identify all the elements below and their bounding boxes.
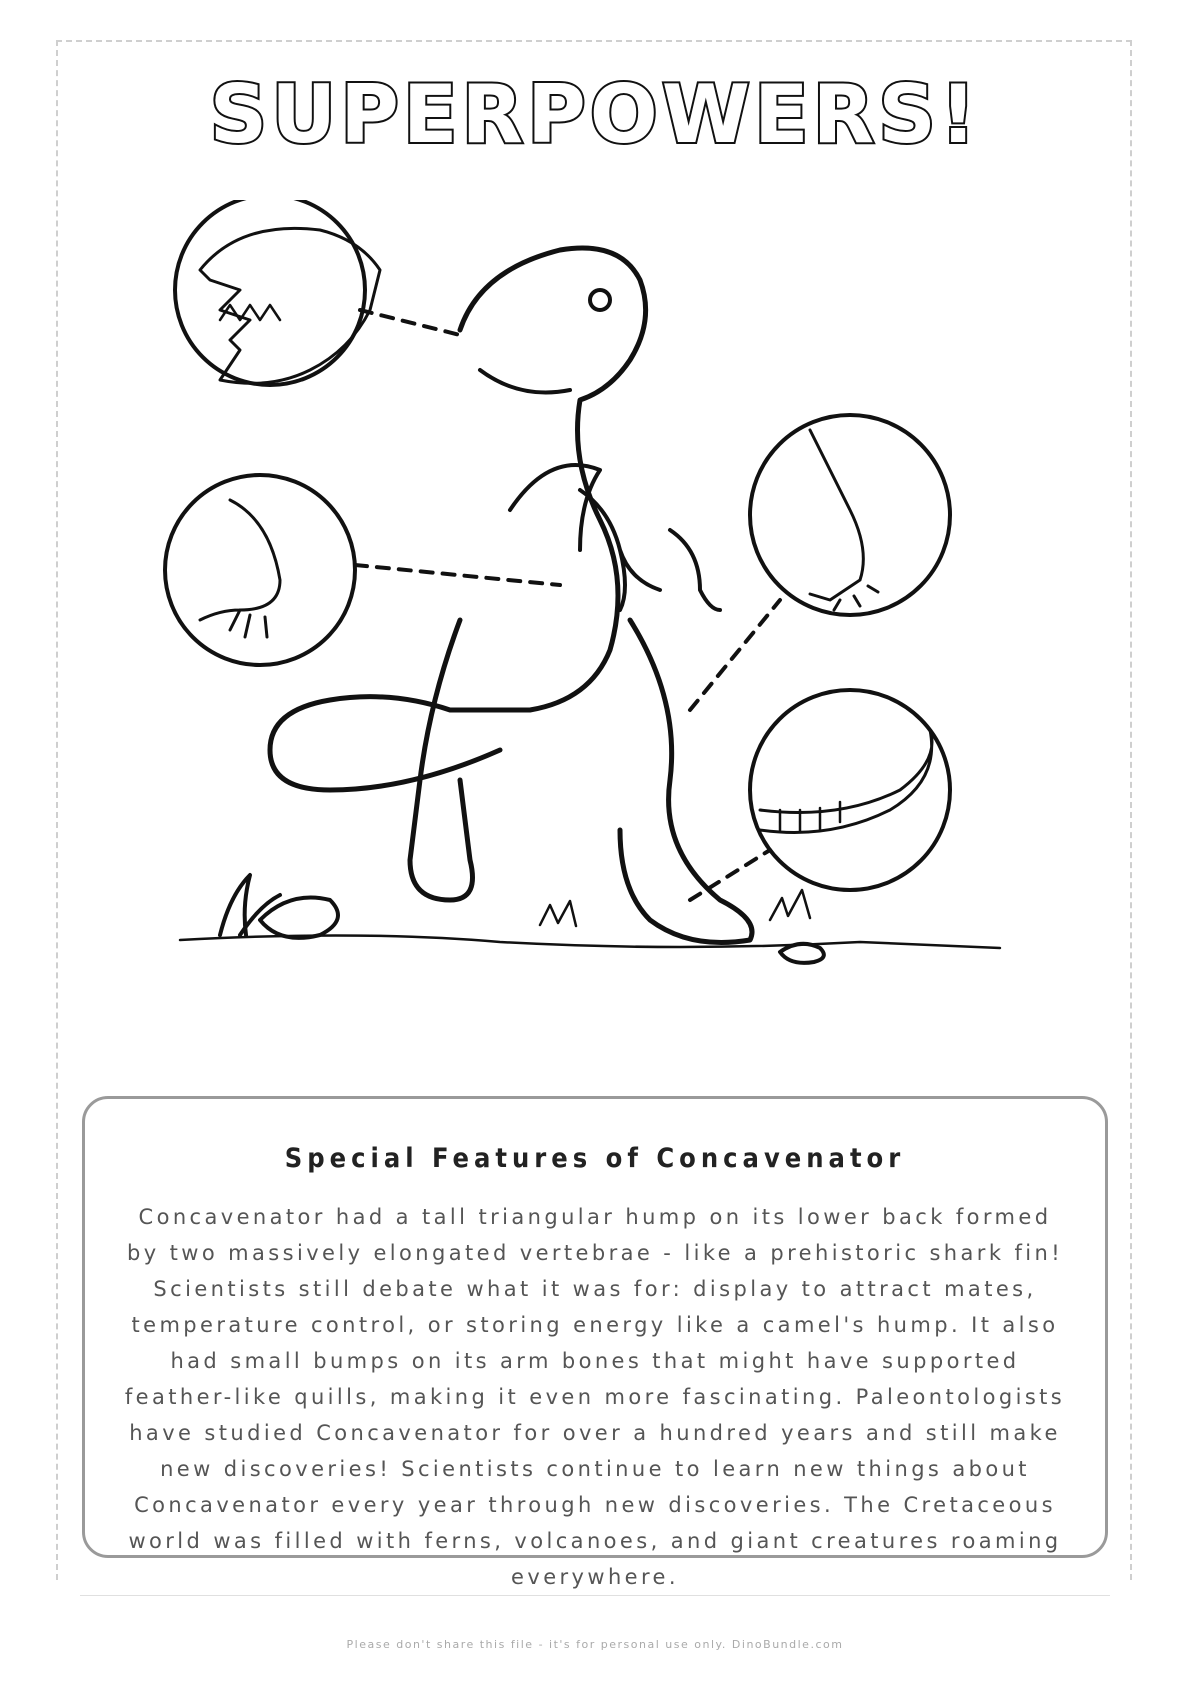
arm-callout xyxy=(165,475,355,665)
footer-note: Please don't share this file - it's for personal use only. DinoBundle.com xyxy=(346,1638,844,1651)
connector-line xyxy=(355,565,560,585)
page-title: SUPERPOWERS! xyxy=(209,68,981,161)
head-callout xyxy=(175,200,365,385)
info-box xyxy=(82,1096,1108,1589)
rock-icon xyxy=(260,898,338,938)
grass-icon xyxy=(770,890,810,920)
dinosaur-leg xyxy=(410,620,473,900)
rock-icon xyxy=(780,944,824,963)
footer-divider xyxy=(80,1595,1110,1596)
connector-line xyxy=(690,850,770,900)
info-heading: Special Features of Concavenator xyxy=(284,1143,906,1174)
dinosaur-hump xyxy=(510,465,600,550)
connector-line xyxy=(690,600,780,710)
info-body-text: Concavenator had a tall triangular hump on its lower back formed by two massively elongated vertebrae - like a prehistoric shark fin! Scientists still debate what it was for: display to attract mates, temperature control, or storing energy like a camel's hump. It also had small bumps on its arm bones that might have supported feather-like quills, making it even more fascinating. Paleontologists have studied Concavenator for over a hundred years and still make new discoveries! Scientists continue to learn new things about Concavenator every year through new discoveries. The Cretaceous world was filled with ferns, volcanoes, and giant creatures roaming everywhere. xyxy=(124,1205,1066,1589)
connector-line xyxy=(360,310,460,335)
dinosaur-arm xyxy=(670,530,720,610)
dinosaur-outline xyxy=(270,248,646,790)
tail-callout xyxy=(750,690,950,890)
dinosaur-leg xyxy=(620,620,752,943)
dinosaur-illustration xyxy=(160,200,1040,1080)
grass-icon xyxy=(540,901,576,926)
dinosaur-eye xyxy=(590,290,610,310)
